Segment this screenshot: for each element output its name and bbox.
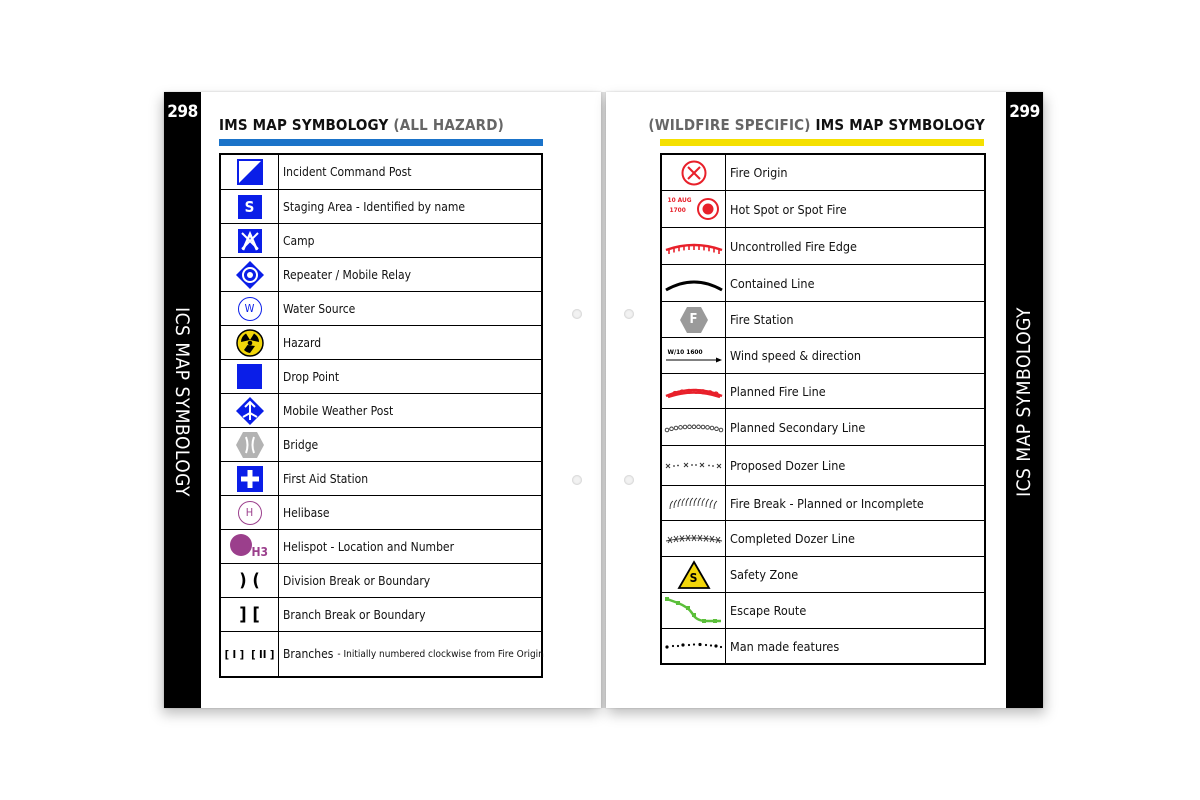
proposed-dozer-line-icon: [662, 446, 726, 485]
binding-hole: [572, 309, 582, 319]
symbol-label: Escape Route: [730, 603, 807, 618]
incident-command-post-icon: [221, 155, 279, 189]
side-title: ICS MAP SYMBOLOGY: [171, 307, 193, 497]
table-row: [662, 408, 984, 445]
symbol-label: First Aid Station: [283, 471, 369, 486]
camp-icon: [221, 224, 279, 257]
wind-arrow-icon: [662, 338, 726, 373]
heading-main: IMS MAP SYMBOLOGY: [219, 116, 389, 134]
table-row: [221, 291, 541, 325]
table-row: [662, 520, 984, 556]
uncontrolled-fire-edge-icon: [662, 228, 726, 264]
man-made-features-icon: [662, 629, 726, 663]
table-row: [662, 155, 984, 190]
fire-station-glyph: F: [689, 312, 698, 327]
table-row: [221, 155, 541, 189]
table-row: [221, 597, 541, 631]
heading-main: IMS MAP SYMBOLOGY: [815, 116, 985, 134]
page-number: 298: [167, 102, 198, 122]
table-row: [662, 190, 984, 227]
table-row: [221, 189, 541, 223]
branch-break-icon: [221, 598, 279, 631]
branches-label: Branches: [283, 647, 334, 661]
symbol-label: Planned Secondary Line: [730, 419, 866, 435]
branch-break-glyph: ] [: [239, 604, 260, 625]
table-row: [221, 529, 541, 563]
right-page: [606, 92, 1043, 708]
symbol-label: [279, 632, 544, 676]
staging-area-glyph: S: [238, 195, 262, 219]
fire-origin-icon: [662, 155, 726, 190]
table-row: [662, 301, 984, 337]
symbol-label: Fire Origin: [730, 165, 788, 180]
wind-label: W/10 1600: [667, 347, 703, 356]
table-row: [662, 264, 984, 301]
table-row: [662, 337, 984, 373]
bridge-icon: [221, 428, 279, 461]
symbol-label: Safety Zone: [730, 567, 799, 582]
table-row: [662, 227, 984, 264]
table-row: [221, 461, 541, 495]
table-row: [662, 373, 984, 408]
symbol-label: Bridge: [283, 437, 319, 452]
symbol-label: Mobile Weather Post: [283, 403, 394, 418]
branches-label-note: - Initially numbered clockwise from Fire Origin: [337, 648, 544, 660]
helibase-glyph: H: [238, 501, 262, 525]
table-row: [221, 393, 541, 427]
symbol-label: Fire Station: [730, 312, 794, 327]
division-break-icon: [221, 564, 279, 597]
symbol-table: [660, 153, 986, 665]
table-row: [221, 257, 541, 291]
right-page-side-strip: [1006, 92, 1043, 708]
binding-hole: [624, 309, 634, 319]
heading-color-bar: [219, 139, 543, 146]
left-page: [164, 92, 601, 708]
hazard-icon: [221, 326, 279, 359]
heading-sub: (WILDFIRE SPECIFIC): [648, 116, 811, 134]
table-row: [221, 563, 541, 597]
repeater-icon: [221, 258, 279, 291]
branches-glyph: [ I ] [ II ]: [224, 647, 275, 661]
helispot-glyph: H3: [251, 544, 269, 559]
left-page-side-strip: [164, 92, 201, 708]
symbol-label: Water Source: [283, 301, 356, 316]
symbol-label: Hot Spot or Spot Fire: [730, 201, 847, 217]
hot-spot-icon: [662, 191, 726, 227]
table-row: [662, 485, 984, 520]
binding-hole: [572, 475, 582, 485]
mobile-weather-post-icon: [221, 394, 279, 427]
staging-area-icon: [221, 190, 279, 223]
binding-hole: [624, 475, 634, 485]
symbol-label: Completed Dozer Line: [730, 531, 855, 546]
symbol-table: [219, 153, 543, 678]
symbol-label: Branch Break or Boundary: [283, 607, 426, 622]
completed-dozer-line-icon: [662, 521, 726, 556]
first-aid-icon: [221, 462, 279, 495]
heading-color-bar: [660, 139, 984, 146]
water-source-icon: [221, 292, 279, 325]
heading-sub: (ALL HAZARD): [393, 116, 504, 134]
safety-zone-icon: [662, 557, 726, 592]
symbol-label: Proposed Dozer Line: [730, 458, 846, 473]
symbol-label: Contained Line: [730, 275, 815, 291]
table-row: [221, 631, 544, 676]
symbol-label: Repeater / Mobile Relay: [283, 267, 411, 282]
symbol-label: Staging Area - Identified by name: [283, 199, 466, 214]
symbol-label: Hazard: [283, 335, 322, 350]
contained-line-icon: [662, 265, 726, 301]
hot-spot-date: 10 AUG: [667, 196, 692, 204]
page-number: 299: [1009, 102, 1040, 122]
fire-station-icon: [662, 302, 726, 337]
division-break-glyph: ) (: [239, 570, 260, 591]
table-row: [662, 556, 984, 592]
symbol-label: Drop Point: [283, 369, 340, 384]
page-heading: [219, 116, 504, 134]
table-row: [221, 427, 541, 461]
water-source-glyph: W: [238, 297, 262, 321]
table-row: [221, 325, 541, 359]
symbol-label: Planned Fire Line: [730, 383, 826, 399]
branches-icon: [221, 632, 279, 676]
helispot-icon: [221, 530, 279, 563]
drop-point-icon: [221, 360, 279, 393]
fire-break-icon: [662, 486, 726, 520]
table-row: [662, 445, 984, 485]
symbol-label: Incident Command Post: [283, 165, 412, 179]
symbol-label: Division Break or Boundary: [283, 573, 431, 588]
table-row: [221, 223, 541, 257]
page-heading: [648, 116, 985, 134]
symbol-label: Fire Break - Planned or Incomplete: [730, 495, 924, 511]
hot-spot-time: 1700: [669, 206, 686, 214]
table-row: [662, 628, 984, 663]
escape-route-icon: [662, 593, 726, 628]
symbol-label: Wind speed & direction: [730, 348, 861, 363]
table-row: [662, 592, 984, 628]
symbol-label: Camp: [283, 233, 315, 248]
table-row: [221, 495, 541, 529]
side-title: ICS MAP SYMBOLOGY: [1013, 307, 1035, 497]
planned-fire-line-icon: [662, 374, 726, 408]
symbol-label: Helispot - Location and Number: [283, 539, 455, 554]
planned-secondary-line-icon: [662, 409, 726, 445]
symbol-label: Uncontrolled Fire Edge: [730, 238, 857, 254]
table-row: [221, 359, 541, 393]
safety-zone-glyph: S: [689, 570, 698, 585]
symbol-label: Man made features: [730, 638, 840, 654]
helibase-icon: [221, 496, 279, 529]
symbol-label: Helibase: [283, 505, 330, 520]
